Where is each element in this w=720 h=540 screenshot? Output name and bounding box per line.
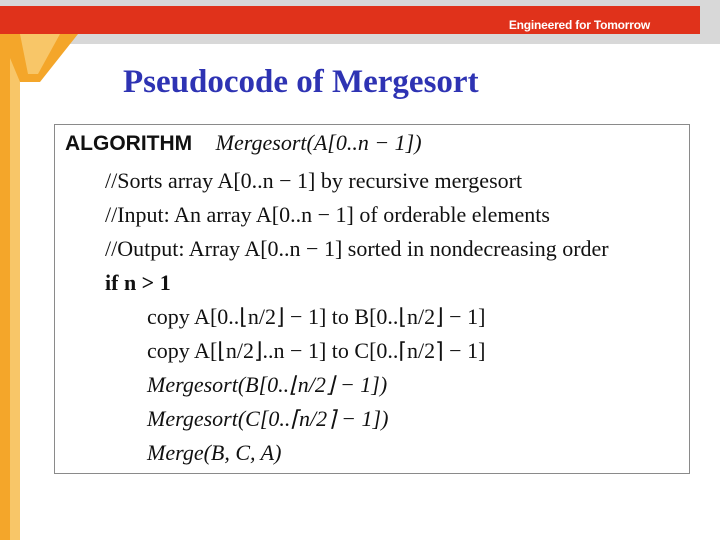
code-line-input: //Input: An array A[0..n − 1] of orderable elements — [105, 202, 550, 227]
code-line-output: //Output: Array A[0..n − 1] sorted in nondecreasing order — [105, 236, 609, 261]
left-accent-bar-light — [10, 34, 20, 540]
code-line-comment: //Sorts array A[0..n − 1] by recursive mergesort — [105, 168, 523, 193]
code-line-if: if n > 1 — [105, 270, 171, 295]
code-line-copy-c: copy A[⌊n/2⌋..n − 1] to C[0..⌈n/2⌉ − 1] — [147, 338, 486, 363]
algorithm-signature: Mergesort(A[0..n − 1]) — [215, 130, 422, 155]
brand-band — [0, 6, 700, 34]
left-accent-bar — [0, 34, 10, 540]
code-line-merge: Merge(B, C, A) — [147, 440, 282, 465]
slide-title: Pseudocode of Mergesort — [123, 64, 479, 100]
code-line-copy-b: copy A[0..⌊n/2⌋ − 1] to B[0..⌊n/2⌋ − 1] — [147, 304, 486, 329]
code-line-mergesort-b: Mergesort(B[0..⌊n/2⌋ − 1]) — [147, 372, 388, 397]
algorithm-header — [65, 130, 422, 156]
tagline: Engineered for Tomorrow — [508, 18, 650, 32]
algorithm-keyword: ALGORITHM — [65, 132, 193, 155]
code-line-mergesort-c: Mergesort(C[0..⌈n/2⌉ − 1]) — [147, 406, 389, 431]
algorithm-box — [54, 124, 690, 474]
